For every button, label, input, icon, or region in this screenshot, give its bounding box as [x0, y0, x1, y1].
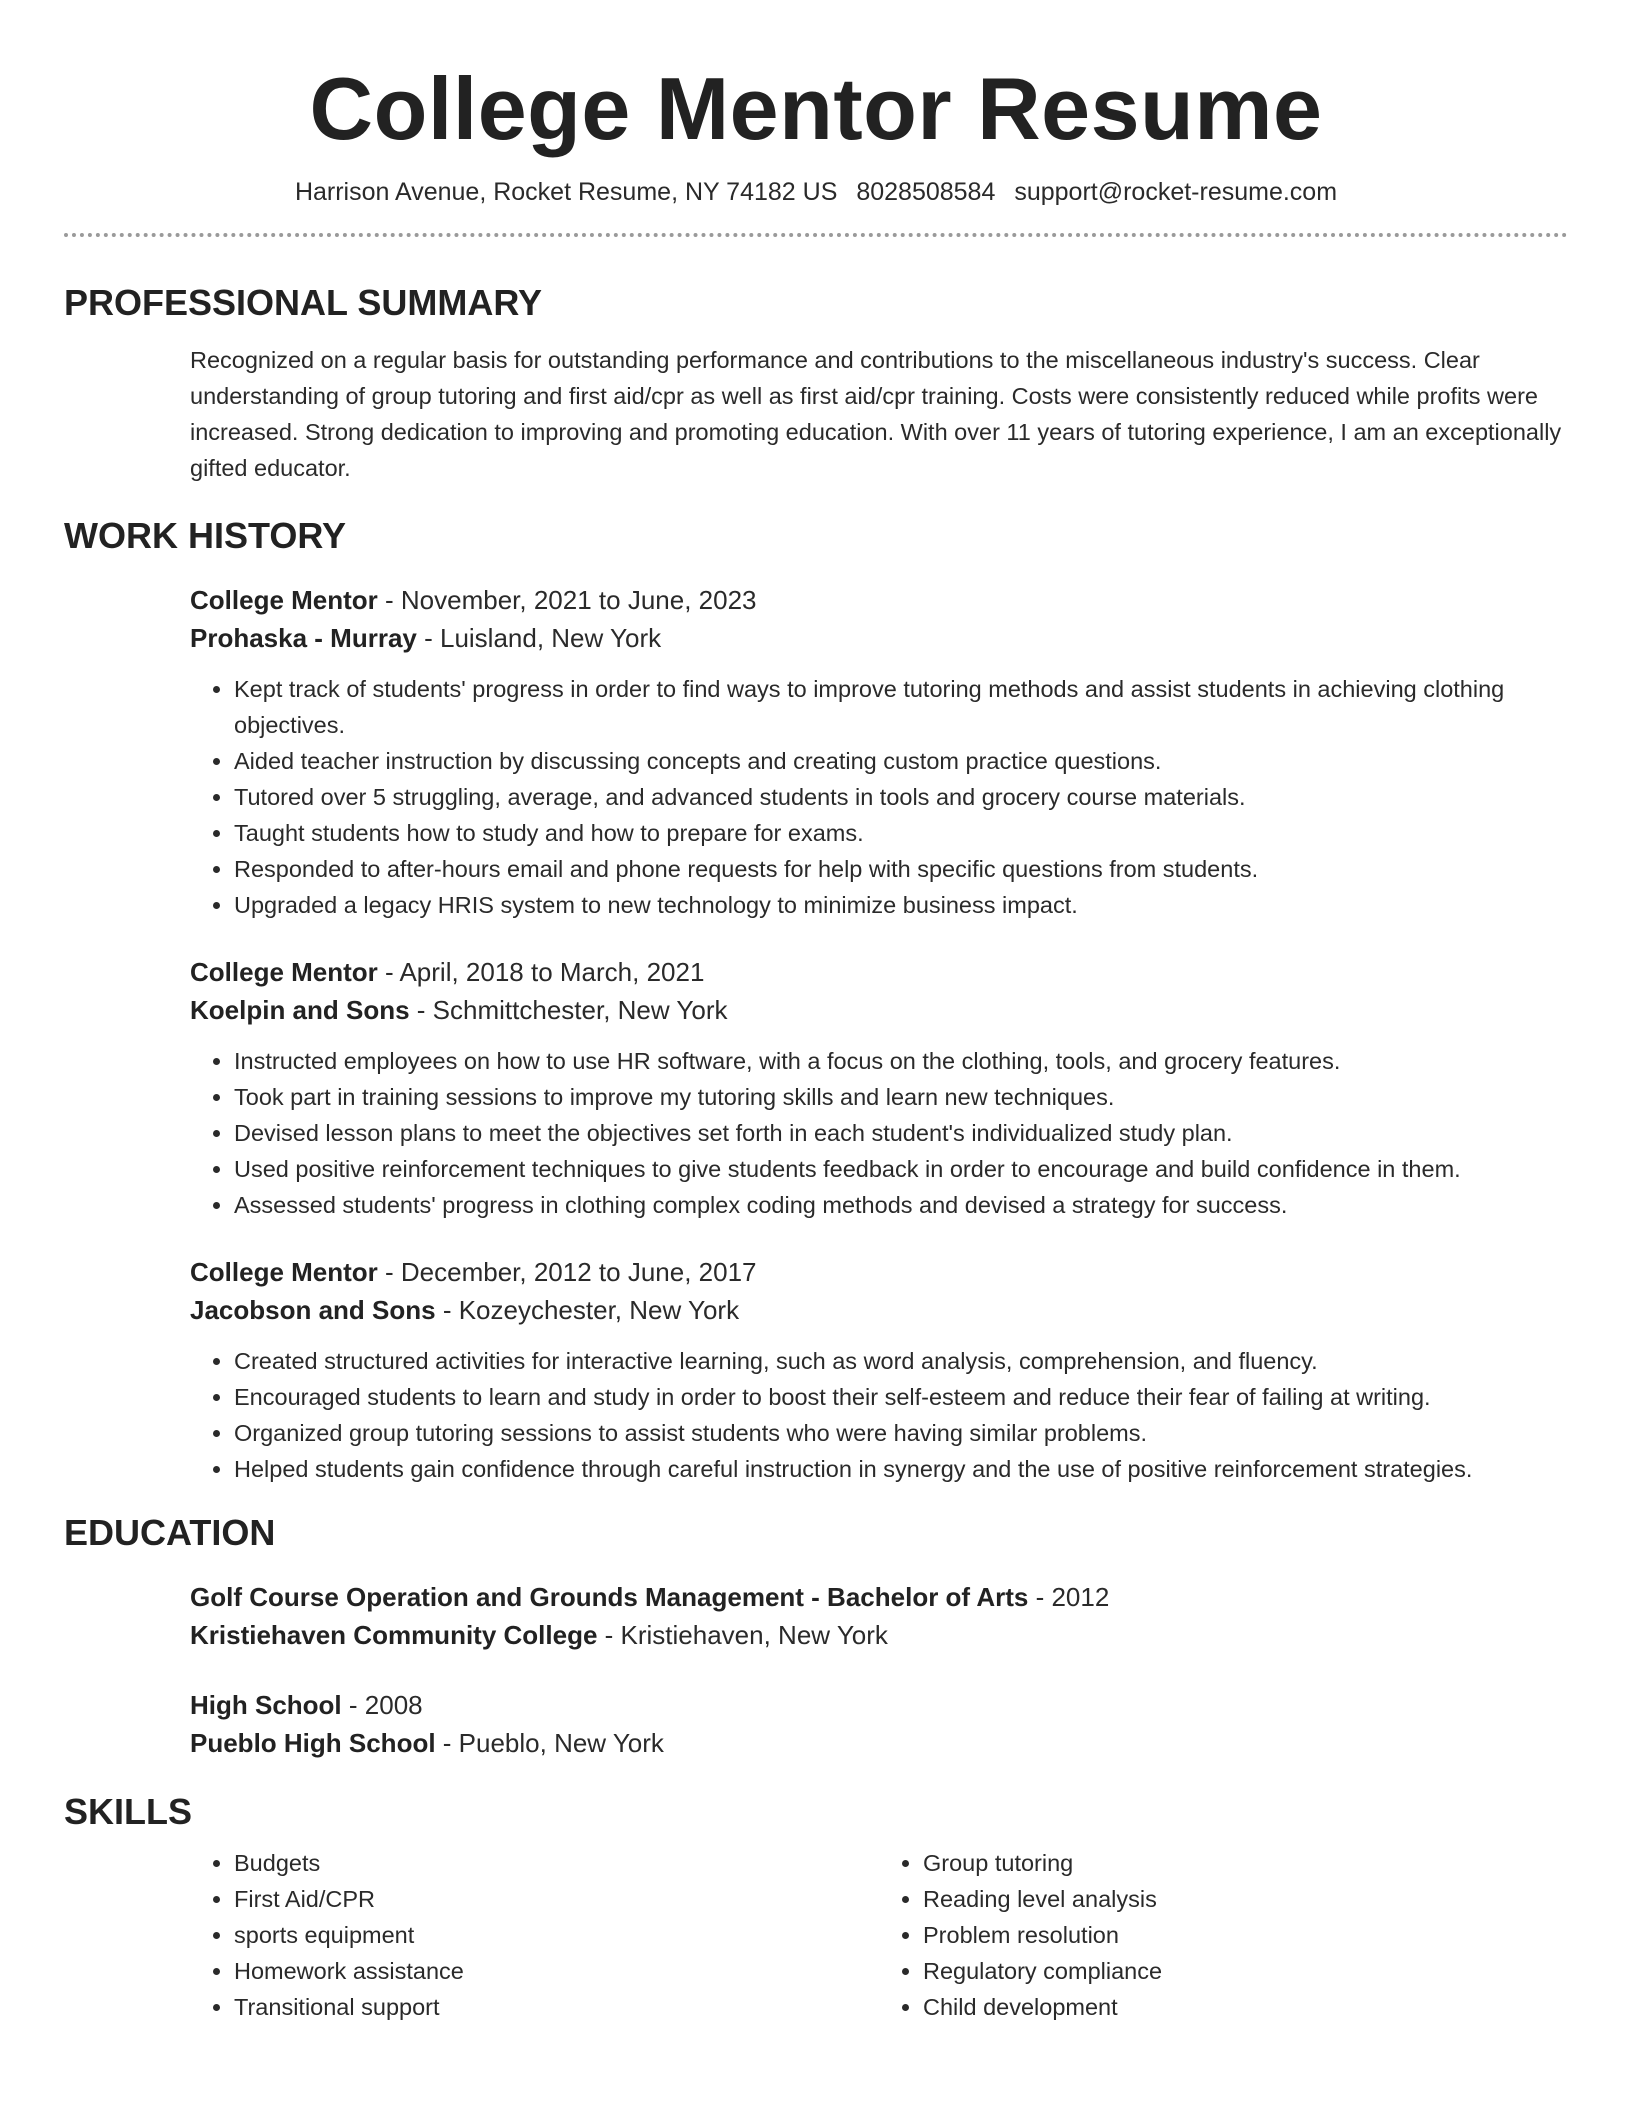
summary-text: Recognized on a regular basis for outstanding performance and contributions to the miscellaneous industry's success. Clear understanding of group tutoring and first aid/cpr as well as first aid/cpr training. Costs were consistently reduced while profits were increased. Strong dedication to improving and promoting education. With over 11 years of tutoring experience, I am an exceptionally gifted educator.	[190, 346, 1562, 481]
skill-item: • Transitional support	[234, 1989, 879, 2025]
job-role: College Mentor	[190, 1256, 378, 1287]
job-bullet: • Upgraded a legacy HRIS system to new technology to minimize business impact.	[234, 887, 1568, 923]
resume-page	[64, 0, 1568, 2025]
section-title-education: EDUCATION	[64, 1511, 276, 1553]
job-bullet: • Instructed employees on how to use HR software, with a focus on the clothing, tools, and grocery features.	[234, 1043, 1568, 1079]
contact-phone: 8028508584	[856, 177, 996, 206]
job-location: - Luisland, New York	[416, 622, 662, 653]
skills-list-left	[190, 1845, 879, 2025]
job-company-line	[190, 991, 1568, 1029]
job-role: College Mentor	[190, 956, 378, 987]
skills-list-right	[879, 1845, 1568, 2025]
job-bullet: • Devised lesson plans to meet the objectives set forth in each student's individualized study plan.	[234, 1115, 1568, 1151]
header-divider	[64, 233, 1568, 237]
job-role: College Mentor	[190, 584, 378, 615]
job-entry	[190, 1253, 1568, 1487]
skill-item: • Child development	[923, 1989, 1568, 2025]
education-degree-line	[190, 1578, 1568, 1616]
education-degree: Golf Course Operation and Grounds Management - Bachelor of Arts	[190, 1582, 1029, 1613]
job-entry	[190, 953, 1568, 1223]
resume-title: College Mentor Resume	[309, 59, 1323, 158]
skill-item: • Problem resolution	[923, 1917, 1568, 1953]
job-title-line	[190, 953, 1568, 991]
education-school-line	[190, 1616, 1568, 1654]
job-title-line	[190, 581, 1568, 619]
section-title-skills: SKILLS	[64, 1791, 193, 1833]
job-bullet: • Used positive reinforcement techniques to give students feedback in order to encourage and build confidence in them.	[234, 1151, 1568, 1187]
job-company-line	[190, 1291, 1568, 1329]
job-title-line	[190, 1253, 1568, 1291]
job-company-line	[190, 619, 1568, 657]
skill-item: • sports equipment	[234, 1917, 879, 1953]
job-dates: - November, 2021 to June, 2023	[377, 584, 757, 615]
job-bullet: • Encouraged students to learn and study in order to boost their self-esteem and reduce their fear of failing at writing.	[234, 1379, 1568, 1415]
job-dates: - December, 2012 to June, 2017	[377, 1256, 757, 1287]
job-company: Koelpin and Sons	[190, 994, 410, 1025]
job-bullet: • Organized group tutoring sessions to assist students who were having similar problems.	[234, 1415, 1568, 1451]
education-year: - 2008	[341, 1690, 423, 1721]
job-location: - Schmittchester, New York	[409, 994, 728, 1025]
contact-line	[64, 178, 1568, 207]
job-location: - Kozeychester, New York	[435, 1294, 740, 1325]
education-entry	[190, 1686, 1568, 1762]
section-title-work-history: WORK HISTORY	[64, 514, 347, 556]
contact-address: Harrison Avenue, Rocket Resume, NY 74182 US	[294, 177, 838, 206]
job-dates: - April, 2018 to March, 2021	[377, 956, 705, 987]
education-entry	[190, 1578, 1568, 1654]
contact-email: support@rocket-resume.com	[1014, 177, 1338, 206]
job-bullet: • Assessed students' progress in clothing complex coding methods and devised a strategy for success.	[234, 1187, 1568, 1223]
education-location: - Kristiehaven, New York	[597, 1620, 888, 1651]
job-bullet: • Responded to after-hours email and phone requests for help with specific questions from students.	[234, 851, 1568, 887]
section-title-summary: PROFESSIONAL SUMMARY	[64, 281, 543, 323]
education-degree-line	[190, 1686, 1568, 1724]
education-year: - 2012	[1028, 1582, 1110, 1613]
job-bullet: • Tutored over 5 struggling, average, and advanced students in tools and grocery course materials.	[234, 779, 1568, 815]
job-bullet: • Kept track of students' progress in order to find ways to improve tutoring methods and assist students in achieving clothing objectives.	[234, 671, 1568, 743]
job-bullet: • Took part in training sessions to improve my tutoring skills and learn new techniques.	[234, 1079, 1568, 1115]
job-company: Jacobson and Sons	[190, 1294, 436, 1325]
job-bullets	[190, 1343, 1568, 1487]
job-bullet: • Helped students gain confidence through careful instruction in synergy and the use of positive reinforcement strategies.	[234, 1451, 1568, 1487]
skill-item: • Homework assistance	[234, 1953, 879, 1989]
skill-item: • Budgets	[234, 1845, 879, 1881]
job-company: Prohaska - Murray	[190, 622, 417, 653]
skill-item: • First Aid/CPR	[234, 1881, 879, 1917]
job-entry	[190, 581, 1568, 923]
job-bullet: • Aided teacher instruction by discussing concepts and creating custom practice questions.	[234, 743, 1568, 779]
skill-item: • Group tutoring	[923, 1845, 1568, 1881]
job-bullets	[190, 1043, 1568, 1223]
job-bullets	[190, 671, 1568, 923]
job-bullet: • Created structured activities for interactive learning, such as word analysis, comprehension, and fluency.	[234, 1343, 1568, 1379]
skill-item: • Reading level analysis	[923, 1881, 1568, 1917]
education-school: Kristiehaven Community College	[190, 1620, 598, 1651]
education-degree: High School	[190, 1690, 342, 1721]
skills-columns	[190, 1845, 1568, 2025]
skill-item: • Regulatory compliance	[923, 1953, 1568, 1989]
education-school-line	[190, 1724, 1568, 1762]
education-location: - Pueblo, New York	[435, 1728, 664, 1759]
education-school: Pueblo High School	[190, 1728, 436, 1759]
job-bullet: • Taught students how to study and how to prepare for exams.	[234, 815, 1568, 851]
